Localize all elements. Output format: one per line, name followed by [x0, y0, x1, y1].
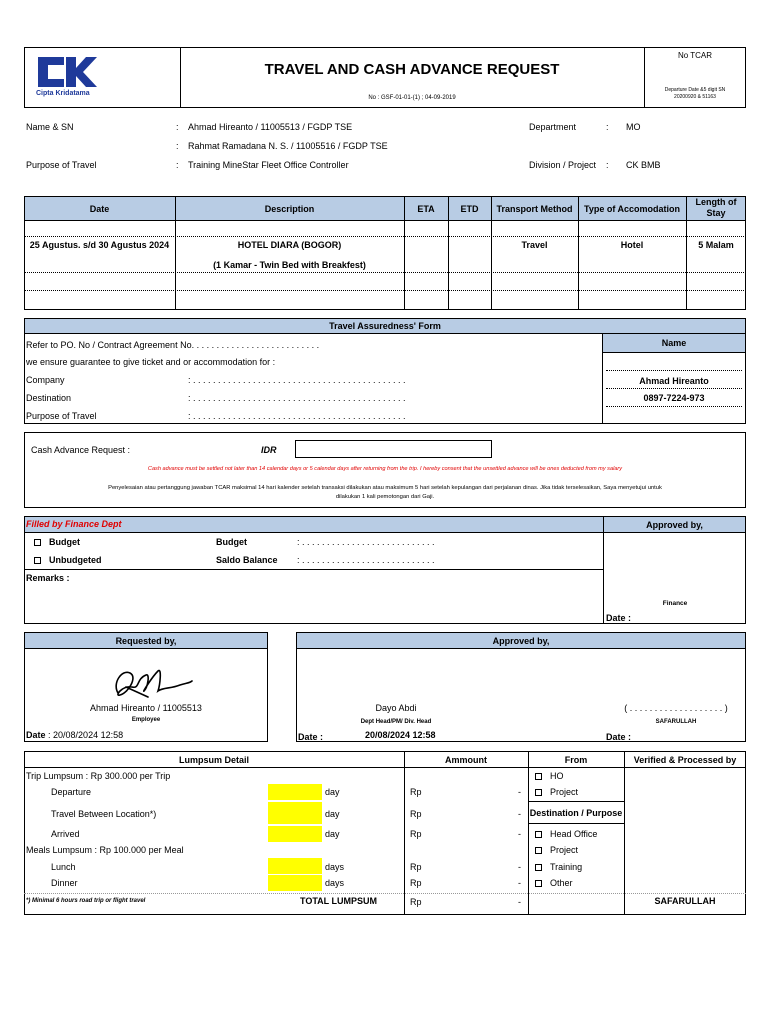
assurance-title: Travel Assuredness' Form	[25, 319, 745, 333]
destination-header: Destination / Purpose	[529, 808, 623, 818]
department-value: MO	[626, 122, 641, 132]
row-date: 25 Agustus. s/d 30 Agustus 2024	[29, 240, 170, 250]
company-dots: : . . . . . . . . . . . . . . . . . . . . . . . . . . . . . . . . . . . . . . . . . . .	[188, 375, 406, 385]
from-project-checkbox[interactable]	[535, 789, 542, 796]
requester-name: Ahmad Hireanto / 11005513	[90, 703, 202, 713]
colon: :	[176, 160, 179, 170]
budget-label: Budget	[216, 537, 247, 547]
doc-number: No : GSF-01-01-(1) ; 04-09-2019	[368, 95, 456, 101]
approved-header: Approved by,	[297, 633, 745, 648]
name-value-2: Rahmat Ramadana N. S. / 11005516 / FGDP TSE	[188, 141, 388, 151]
name-header: Name	[603, 334, 745, 352]
row-description-2: (1 Kamar - Twin Bed with Breakfest)	[213, 260, 366, 270]
arrived-amount: -	[518, 829, 521, 839]
amount-header: Ammount	[445, 755, 487, 765]
company-label: Company	[26, 375, 65, 385]
arrived-label: Arrived	[51, 829, 80, 839]
division-label: Division / Project	[529, 160, 597, 170]
approver-role: Dept Head/PM/ Div. Head	[360, 719, 432, 725]
dinner-day-unit: days	[325, 878, 345, 888]
company-name: Cipta Kridatama	[36, 90, 90, 97]
departure-note-1: Departure Date &5 digit SN	[664, 87, 726, 93]
arrived-day-unit: day	[325, 829, 340, 839]
budget-dots: : . . . . . . . . . . . . . . . . . . . . . . . . . . .	[297, 537, 435, 547]
cash-advance-label: Cash Advance Request :	[31, 445, 131, 455]
cash-note-1: Penyelesaian atau pertanggung jawaban TCAR maksimal 14 hari kalender setelah transaksi dilakukan atau maksimum 5 hari setelah kepulangan dari perjalanan dinas. Jika tidak terselesaikan, Saya menyetujui untuk	[108, 485, 662, 491]
dinner-days-input[interactable]	[268, 875, 322, 891]
colon: :	[176, 141, 179, 151]
finance-approved-header: Approved by,	[604, 517, 745, 532]
travel-amount: -	[518, 809, 521, 819]
dinner-label: Dinner	[51, 878, 78, 888]
no-tcar-label: No TCAR	[677, 51, 713, 60]
division-value: CK BMB	[626, 160, 661, 170]
purpose-label: Purpose of Travel	[26, 160, 97, 170]
total-amount: -	[518, 897, 521, 907]
lunch-days-input[interactable]	[268, 858, 322, 874]
page-title: TRAVEL AND CASH ADVANCE REQUEST	[264, 61, 560, 78]
second-approver: SAFARULLAH	[655, 719, 697, 725]
row-transport: Travel	[521, 240, 548, 250]
dinner-rp: Rp	[410, 878, 422, 888]
requested-header: Requested by,	[25, 633, 267, 648]
unbudgeted-option[interactable]: Unbudgeted	[34, 555, 102, 565]
arrived-days-input[interactable]	[268, 826, 322, 842]
dest-head-office-checkbox[interactable]	[535, 831, 542, 838]
cash-warning: Cash advance must be settled not later than 14 calendar days or 5 calendar days after returning from the trip. I hereby consent that the unsettled advance will be ones deducted from my salary	[147, 466, 623, 472]
travel-day-unit: day	[325, 809, 340, 819]
meals-lumpsum: Meals Lumpsum : Rp 100.000 per Meal	[26, 845, 184, 855]
approver-date: 20/08/2024 12:58	[365, 730, 436, 740]
finance-title: Filled by Finance Dept	[26, 519, 122, 529]
finance-label: Finance	[662, 600, 688, 607]
arrived-rp: Rp	[410, 829, 422, 839]
lumpsum-footnote: *) Minimal 6 hours road trip or flight travel	[26, 898, 146, 904]
col-transport: Transport Method	[496, 204, 573, 214]
budget-option[interactable]: Budget	[34, 537, 80, 547]
dest-training-checkbox[interactable]	[535, 864, 542, 871]
second-approver-date-label: Date :	[606, 732, 632, 742]
dinner-amount: -	[518, 878, 521, 888]
col-etd: ETD	[460, 204, 479, 214]
col-date: Date	[89, 204, 110, 214]
assurance-purpose-label: Purpose of Travel	[26, 411, 97, 421]
dest-other-option[interactable]: Other	[535, 878, 573, 888]
travel-days-input[interactable]	[268, 802, 322, 824]
travel-rp: Rp	[410, 809, 422, 819]
col-eta: ETA	[417, 204, 435, 214]
refer-text: Refer to PO. No / Contract Agreement No. . . . . . . . . . . . . . . . . . . . . . . . . .	[26, 340, 320, 350]
saldo-dots: : . . . . . . . . . . . . . . . . . . . . . . . . . . .	[297, 555, 435, 565]
row-description-1: HOTEL DIARA (BOGOR)	[237, 240, 342, 250]
department-label: Department	[529, 122, 577, 132]
colon: :	[606, 160, 609, 170]
departure-days-input[interactable]	[268, 784, 322, 800]
row-length: 5 Malam	[698, 240, 734, 250]
lunch-rp: Rp	[410, 862, 422, 872]
ck-logo-icon	[36, 55, 98, 89]
from-ho-option[interactable]: HO	[535, 771, 564, 781]
trip-lumpsum: Trip Lumpsum : Rp 300.000 per Trip	[26, 771, 171, 781]
saldo-label: Saldo Balance	[216, 555, 278, 565]
lumpsum-header: Lumpsum Detail	[178, 755, 249, 765]
company-logo	[36, 55, 98, 95]
from-header: From	[564, 755, 588, 765]
destination-dots: : . . . . . . . . . . . . . . . . . . . . . . . . . . . . . . . . . . . . . . . . . . .	[188, 393, 406, 403]
name-value-1: Ahmad Hireanto / 11005513 / FGDP TSE	[188, 122, 353, 132]
departure-rp: Rp	[410, 787, 422, 797]
col-accomodation: Type of Accomodation	[583, 204, 680, 214]
col-description: Description	[264, 204, 315, 214]
verified-name: SAFARULLAH	[654, 896, 716, 906]
budget-checkbox[interactable]	[34, 539, 41, 546]
cash-note-2: dilakukan 1 kali pemotongan dari Gaji.	[335, 494, 435, 500]
purpose-value: Training MineStar Fleet Office Controller	[188, 160, 349, 170]
col-length: Length of Stay	[695, 197, 737, 218]
remarks-label: Remarks :	[26, 573, 70, 583]
blank-approver-name: ( . . . . . . . . . . . . . . . . . . . )	[624, 703, 728, 713]
requester-signature	[108, 657, 194, 703]
lunch-label: Lunch	[51, 862, 76, 872]
from-ho-checkbox[interactable]	[535, 773, 542, 780]
total-lumpsum-label: TOTAL LUMPSUM	[300, 896, 377, 906]
approver-date-label: Date :	[298, 732, 324, 742]
currency-label: IDR	[261, 445, 277, 455]
purpose-dots: : . . . . . . . . . . . . . . . . . . . . . . . . . . . . . . . . . . . . . . . . . . .	[188, 411, 406, 421]
dest-head-office-option[interactable]: Head Office	[535, 829, 597, 839]
from-project-option[interactable]: Project	[535, 787, 578, 797]
lunch-day-unit: days	[325, 862, 345, 872]
assurance-phone-value: 0897-7224-973	[643, 393, 705, 403]
employee-label: Employee	[131, 717, 161, 723]
assurance-name-value: Ahmad Hireanto	[639, 376, 709, 386]
destination-label: Destination	[26, 393, 72, 403]
departure-day-unit: day	[325, 787, 340, 797]
guarantee-text: we ensure guarantee to give ticket and or accommodation for :	[26, 357, 276, 367]
departure-label: Departure	[51, 787, 92, 797]
dest-project-option[interactable]: Project	[535, 845, 578, 855]
departure-note-2: 20200920 & 51163	[674, 94, 716, 100]
unbudgeted-checkbox[interactable]	[34, 557, 41, 564]
dest-training-option[interactable]: Training	[535, 862, 582, 872]
total-rp: Rp	[410, 897, 422, 907]
approver-name: Dayo Abdi	[375, 703, 417, 713]
lunch-amount: -	[518, 862, 521, 872]
departure-amount: -	[518, 787, 521, 797]
cash-advance-input[interactable]	[295, 440, 492, 458]
name-label: Name & SN	[26, 122, 74, 132]
request-date: Date : 20/08/2024 12:58	[26, 730, 124, 740]
finance-date-label: Date :	[606, 613, 632, 623]
row-accomodation: Hotel	[620, 240, 644, 250]
colon: :	[606, 122, 609, 132]
dest-project-checkbox[interactable]	[535, 847, 542, 854]
verified-header: Verified & Processed by	[633, 755, 737, 765]
travel-between-label: Travel Between Location*)	[51, 809, 157, 819]
colon: :	[176, 122, 179, 132]
dest-other-checkbox[interactable]	[535, 880, 542, 887]
